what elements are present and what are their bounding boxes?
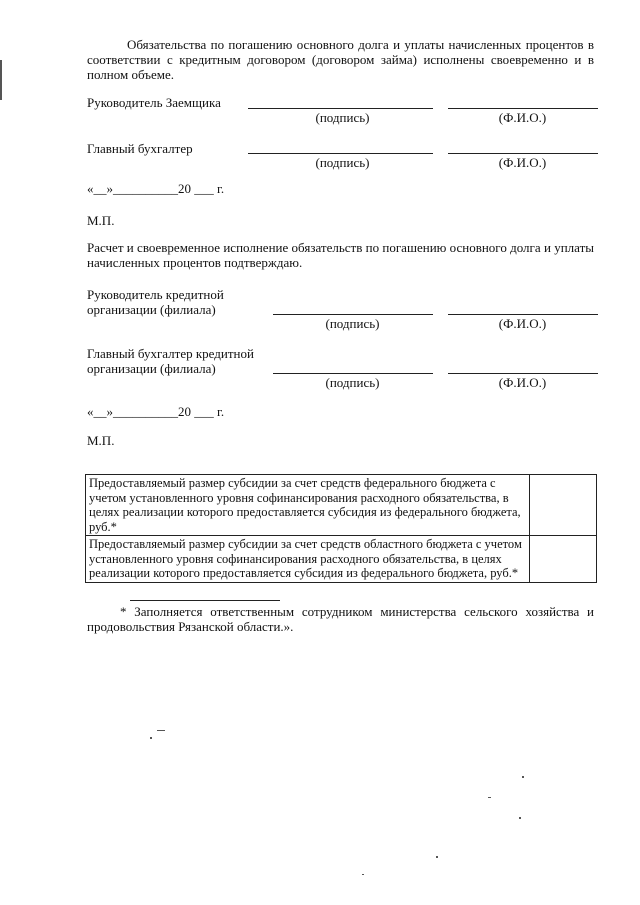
borrower-head-name-line[interactable] xyxy=(448,108,598,109)
confirm-paragraph: Расчет и своевременное исполнение обязательств по погашению основного долга и уплаты начисленных процентов подтверждаю. xyxy=(87,240,594,270)
bank-accountant-name-line[interactable] xyxy=(448,373,598,374)
table-row xyxy=(86,536,597,583)
bank-accountant-label-line1: Главный бухгалтер кредитной xyxy=(87,346,254,361)
name-caption: (Ф.И.О.) xyxy=(498,110,547,125)
name-caption: (Ф.И.О.) xyxy=(498,316,547,331)
subsidy-federal-value[interactable] xyxy=(530,475,597,536)
footnote-separator xyxy=(130,600,280,601)
seal-mark: М.П. xyxy=(87,433,115,448)
borrower-head-label: Руководитель Заемщика xyxy=(87,95,221,110)
scan-speck xyxy=(157,730,165,731)
subsidy-table xyxy=(85,474,597,583)
date-line[interactable]: «__»__________20 ___ г. xyxy=(87,181,225,196)
subsidy-regional-label: Предоставляемый размер субсидии за счет средств областного бюджета с учетом установленного уровня софинансирования расходного обязательства, в целях реализации которого предоставляется субсидия из федерального бюджета, руб.* xyxy=(86,536,530,583)
intro-paragraph: Обязательства по погашению основного долга и уплаты начисленных процентов в соответствии с кредитным договором (договором займа) исполнены своевременно и в полном объеме. xyxy=(87,37,594,82)
signature-caption: (подпись) xyxy=(325,375,380,390)
scan-speck xyxy=(362,874,364,875)
bank-accountant-label-line2: организации (филиала) xyxy=(87,361,216,376)
margin-mark xyxy=(0,60,2,100)
subsidy-regional-value[interactable] xyxy=(530,536,597,583)
name-caption: (Ф.И.О.) xyxy=(498,375,547,390)
signature-caption: (подпись) xyxy=(315,110,370,125)
bank-head-name-line[interactable] xyxy=(448,314,598,315)
bank-head-signature-line[interactable] xyxy=(273,314,433,315)
scan-speck xyxy=(150,737,152,739)
scan-speck xyxy=(522,776,524,778)
footnote: * Заполняется ответственным сотрудником министерства сельского хозяйства и продовольствия Рязанской области.». xyxy=(87,604,594,634)
signature-caption: (подпись) xyxy=(325,316,380,331)
bank-head-label-line1: Руководитель кредитной xyxy=(87,287,224,302)
bank-head-label-line2: организации (филиала) xyxy=(87,302,216,317)
table-row xyxy=(86,475,597,536)
borrower-head-signature-line[interactable] xyxy=(248,108,433,109)
scan-speck xyxy=(436,856,438,858)
borrower-accountant-name-line[interactable] xyxy=(448,153,598,154)
borrower-accountant-label: Главный бухгалтер xyxy=(87,141,193,156)
name-caption: (Ф.И.О.) xyxy=(498,155,547,170)
scan-speck xyxy=(488,797,491,798)
borrower-accountant-signature-line[interactable] xyxy=(248,153,433,154)
scan-speck xyxy=(519,817,521,819)
bank-accountant-signature-line[interactable] xyxy=(273,373,433,374)
date-line[interactable]: «__»__________20 ___ г. xyxy=(87,404,225,419)
subsidy-federal-label: Предоставляемый размер субсидии за счет средств федерального бюджета с учетом установленного уровня софинансирования расходного обязательства, в целях реализации которого предоставляется субсидия из федерального бюджета, руб.* xyxy=(86,475,530,536)
seal-mark: М.П. xyxy=(87,213,115,228)
signature-caption: (подпись) xyxy=(315,155,370,170)
